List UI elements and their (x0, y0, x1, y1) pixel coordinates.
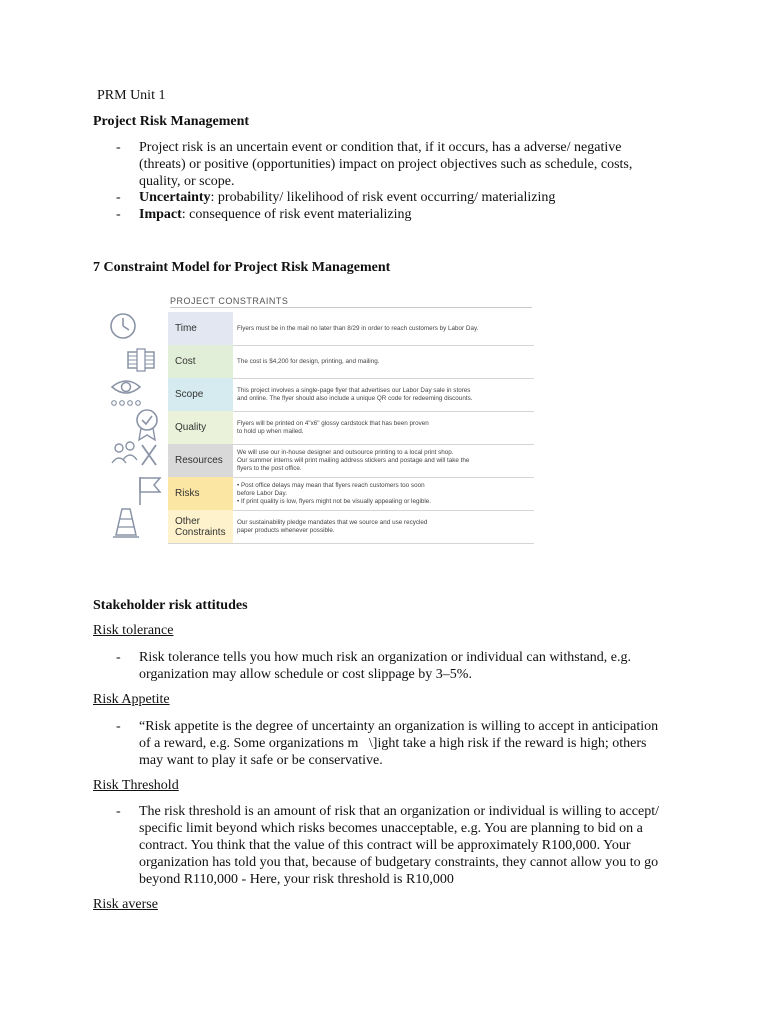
constraint-row (168, 444, 534, 478)
risk-threshold-title: Risk Threshold (93, 778, 179, 793)
clock-icon (106, 309, 142, 343)
section-heading-constraint-model: 7 Constraint Model for Project Risk Management (93, 260, 391, 275)
award-icon (132, 407, 162, 443)
constraint-label: Time (168, 312, 233, 345)
figure-title-rule (170, 307, 532, 308)
constraint-label: Risks (168, 477, 233, 510)
bullet-uncertainty (139, 189, 669, 206)
constraint-description: • Post office delays may mean that flyers reach customers too soon before Labor Day. • If print quality is low, flyers might not be visually appealing or legible. (237, 481, 432, 505)
bullet-dash: - (116, 719, 121, 734)
bullet-dash: - (116, 140, 121, 155)
unit-label: PRM Unit 1 (97, 88, 166, 103)
constraint-label: Quality (168, 411, 233, 444)
constraint-description: The cost is $4,200 for design, printing, and mailing. (237, 357, 380, 365)
bullet-impact (139, 206, 669, 223)
constraint-description: Flyers must be in the mail no later than 8/29 in order to reach customers by Labor Day. (237, 324, 479, 332)
flag-icon (134, 473, 166, 507)
constraint-row (168, 411, 534, 445)
eye-icon (106, 375, 146, 409)
constraint-label: Resources (168, 444, 233, 477)
section-heading-project-risk: Project Risk Management (93, 114, 250, 129)
cone-icon (112, 505, 140, 541)
risk-appetite-title: Risk Appetite (93, 692, 170, 707)
bullet-definition-text: Project risk is an uncertain event or condition that, if it occurs, has a adverse/ negative (threats) or positive (opportunities) impact on project objectives such as schedule, costs, quality, or scope. (139, 140, 633, 189)
bullet-dash: - (116, 190, 121, 205)
constraint-description: We will use our in-house designer and outsource printing to a local print shop. Our summer interns will print mailing address stickers and postage and will take the flyers to the post office. (237, 448, 470, 472)
project-constraints-figure (92, 285, 544, 557)
bullet-uncertainty-text: : probability/ likelihood of risk event occurring/ materializing (210, 190, 556, 205)
constraint-label: Scope (168, 378, 233, 411)
constraint-label: Other Constraints (168, 510, 233, 543)
bullet-impact-lead: Impact (139, 207, 182, 222)
bullet-impact-text: : consequence of risk event materializing (181, 207, 412, 222)
section-heading-stakeholder-attitudes: Stakeholder risk attitudes (93, 598, 248, 613)
constraint-description: This project involves a single-page flyer that advertises our Labor Day sale in stores and online. The flyer should also include a unique QR code for redeeming discounts. (237, 386, 473, 402)
constraint-row (168, 345, 534, 379)
figure-title: PROJECT CONSTRAINTS (170, 296, 289, 306)
constraint-label: Cost (168, 345, 233, 378)
risk-appetite-text: “Risk appetite is the degree of uncertainty an organization is willing to accept in anticipation of a reward, e.g. Some organizations m \]ight take a high risk if the reward is high; others may want to play it safe or be conservative. (139, 719, 662, 768)
money-icon (124, 346, 160, 374)
constraint-row (168, 378, 534, 412)
constraint-description: Flyers will be printed on 4"x6" glossy cardstock that has been proven to hold up when mailed. (237, 419, 429, 435)
risk-averse-title: Risk averse (93, 897, 158, 912)
constraint-row (168, 312, 534, 346)
risk-tolerance-text: Risk tolerance tells you how much risk an organization or individual can withstand, e.g. organization may allow schedule or cost slippage by 3–5%. (139, 650, 631, 682)
constraint-row (168, 477, 534, 511)
constraint-row (168, 510, 534, 544)
constraint-description: Our sustainability pledge mandates that we source and use recycled paper products whenever possible. (237, 518, 428, 534)
bullet-dash: - (116, 207, 121, 222)
bullet-dash: - (116, 650, 121, 665)
bullet-dash: - (116, 804, 121, 819)
risk-threshold-text: The risk threshold is an amount of risk that an organization or individual is willing to accept/ specific limit beyond which risks becomes unacceptable, e.g. You are planning to bid on a contract. You think that the value of this contract will be approximately R100,000. Your organization has told you that, because of budgetary constraints, they cannot allow you to go beyond R110,000 - Here, your risk threshold is R10,000 (139, 804, 659, 887)
risk-tolerance-title: Risk tolerance (93, 623, 174, 638)
bullet-uncertainty-lead: Uncertainty (139, 190, 211, 205)
bullet-definition (139, 139, 669, 190)
people-tools-icon (110, 439, 160, 471)
